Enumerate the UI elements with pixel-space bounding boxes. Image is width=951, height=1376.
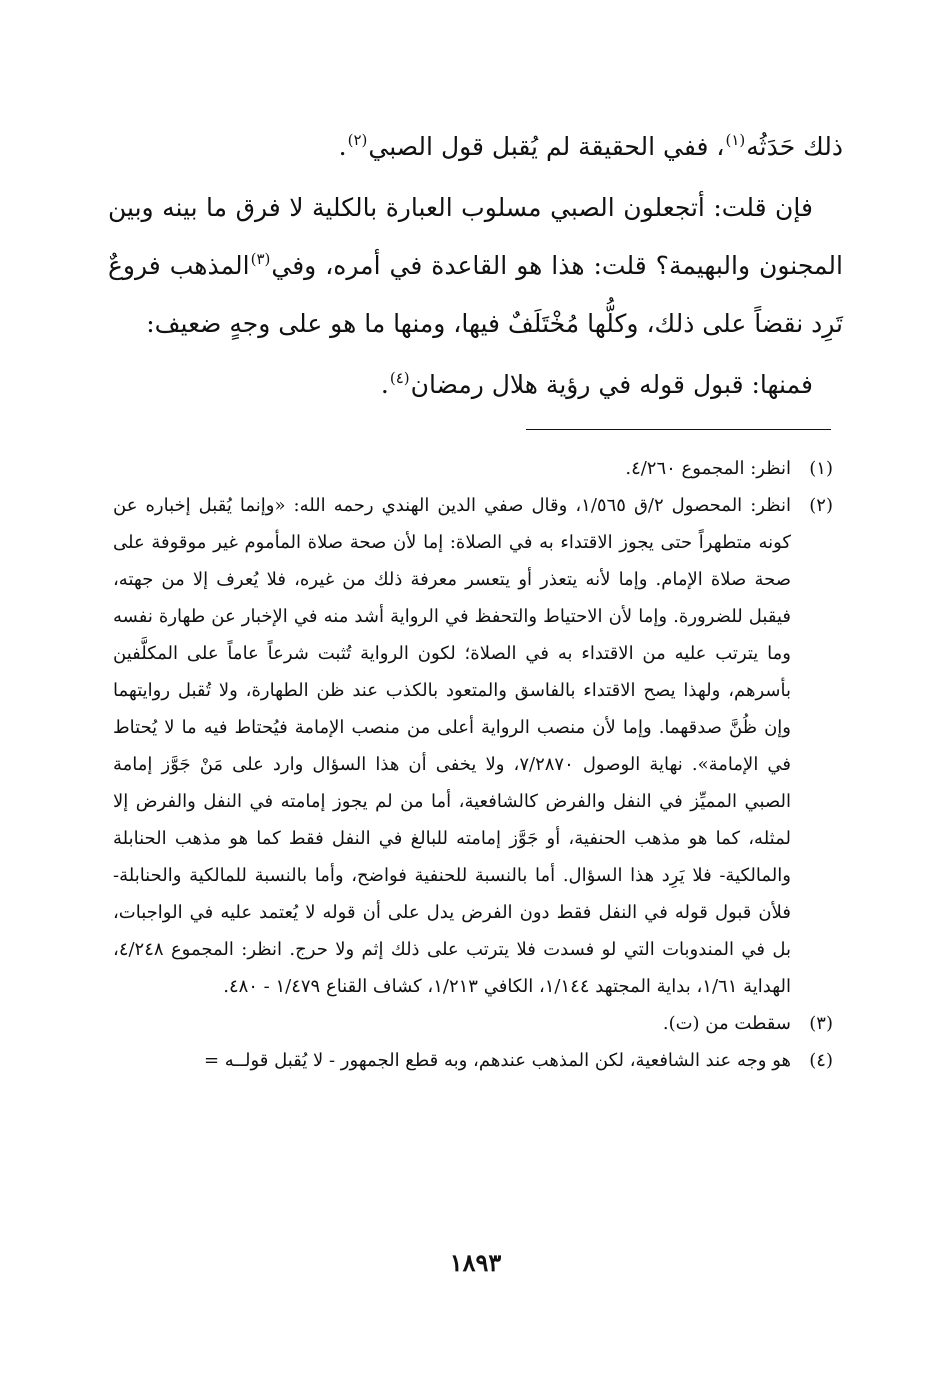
footnote-text: هو وجه عند الشافعية، لكن المذهب عندهم، وبه قطع الجمهور - لا يُقبل قولــه = — [203, 1050, 791, 1071]
paragraph-2 — [108, 179, 843, 353]
paragraph-1-text-a: ذلك حَدَثُه — [746, 132, 843, 161]
footnote-number: (١) — [809, 458, 833, 479]
footnote-number: (٣) — [809, 1013, 833, 1034]
main-text — [108, 118, 843, 417]
page-number: ١٨٩٣ — [449, 1248, 502, 1277]
footnote-ref-4: (٤) — [389, 369, 410, 387]
footnote-text: انظر: المحصول ٢/ق ١/٥٦٥، وقال صفي الدين الهندي رحمه الله: «وإنما يُقبل إخباره عن كونه متطهراً حتى يجوز الاقتداء به في الصلاة: إما لأن صحة صلاة المأموم غير موقوفة على صحة صلاة الإمام. وإما لأنه يتعذر أو يتعسر معرفة ذلك من غيره، فلا يُعرف إلا من جهته، فيقبل للضرورة. وإما لأن الاحتياط والتحفظ في الرواية أشد منه في الإخبار عن طهارة نفسه وما يترتب عليه من الاقتداء به في الصلاة؛ لكون الرواية تُثبت شرعاً عاماً على المكلَّفين بأسرهم، ولهذا يصح الاقتداء بالفاسق والمتعود بالكذب عند ظن الطهارة، ولا تُقبل روايتهما وإن ظُنَّ صدقهما. وإما لأن منصب الرواية أعلى من منصب الإمامة فيُحتاط فيه ما لا يُحتاط في الإمامة». نهاية الوصول ٧/٢٨٧٠، ولا يخفى أن هذا السؤال وارد على مَنْ جَوَّز إمامة الصبي المميِّز في النفل والفرض كالشافعية، أما من لم يجوز إمامته في النفل والفرض إلا لمثله، كما هو مذهب الحنفية، أو جَوَّز إمامته للبالغ في النفل فقط كما هو مذهب الحنابلة والمالكية- فلا يَرِد هذا السؤال. أما بالنسبة للحنفية فواضح، وأما بالنسبة للمالكية والحنابلة- فلأن قبول قوله في النفل فقط دون الفرض يدل على أن قوله لا يُعتمد عليه في الواجبات، بل في المندوبات التي لو فسدت فلا يترتب على ذلك إثم ولا حرج. انظر: المجموع ٤/٢٤٨، الهداية ١/٦١، بداية المجتهد ١/١٤٤، الكافي ١/٢١٣، كشاف القناع ١/٤٧٩ - ٤٨٠. — [113, 495, 791, 997]
footnote-text: انظر: المجموع ٤/٢٦٠. — [625, 458, 791, 479]
paragraph-2-text-a: فإن قلت: أتجعلون الصبي مسلوب العبارة بالكلية لا فرق ما بينه وبين المجنون والبهيمة؟ قلت: هذا هو القاعدة في أمره، وفي — [108, 193, 843, 280]
paragraph-1-text-c: . — [338, 132, 347, 161]
footnote-1 — [113, 450, 833, 487]
paragraph-1-text-b: ، ففي الحقيقة لم يُقبل قول الصبي — [368, 132, 725, 161]
footnote-ref-2: (٢) — [347, 131, 368, 149]
paragraph-2-text-b: المذهب فروعٌ تَرِد نقضاً على ذلك، وكلُّها مُخْتَلَفٌ فيها، ومنها ما هو على وجهٍ ضعيف: — [108, 251, 843, 338]
paragraph-3-text-b: . — [380, 370, 389, 399]
footnote-2 — [113, 487, 833, 1005]
footnote-3 — [113, 1005, 833, 1042]
footnotes — [113, 450, 833, 1079]
footnote-text: سقطت من (ت). — [662, 1013, 791, 1034]
footnote-separator — [526, 429, 831, 430]
paragraph-3-text-a: فمنها: قبول قوله في رؤية هلال رمضان — [410, 370, 813, 399]
paragraph-1 — [108, 118, 843, 176]
footnote-number: (٢) — [809, 495, 833, 516]
footnote-4 — [113, 1042, 833, 1079]
footnote-number: (٤) — [809, 1050, 833, 1071]
footnote-ref-1: (١) — [725, 131, 746, 149]
paragraph-3 — [108, 356, 843, 414]
footnote-ref-3: (٣) — [250, 250, 271, 268]
